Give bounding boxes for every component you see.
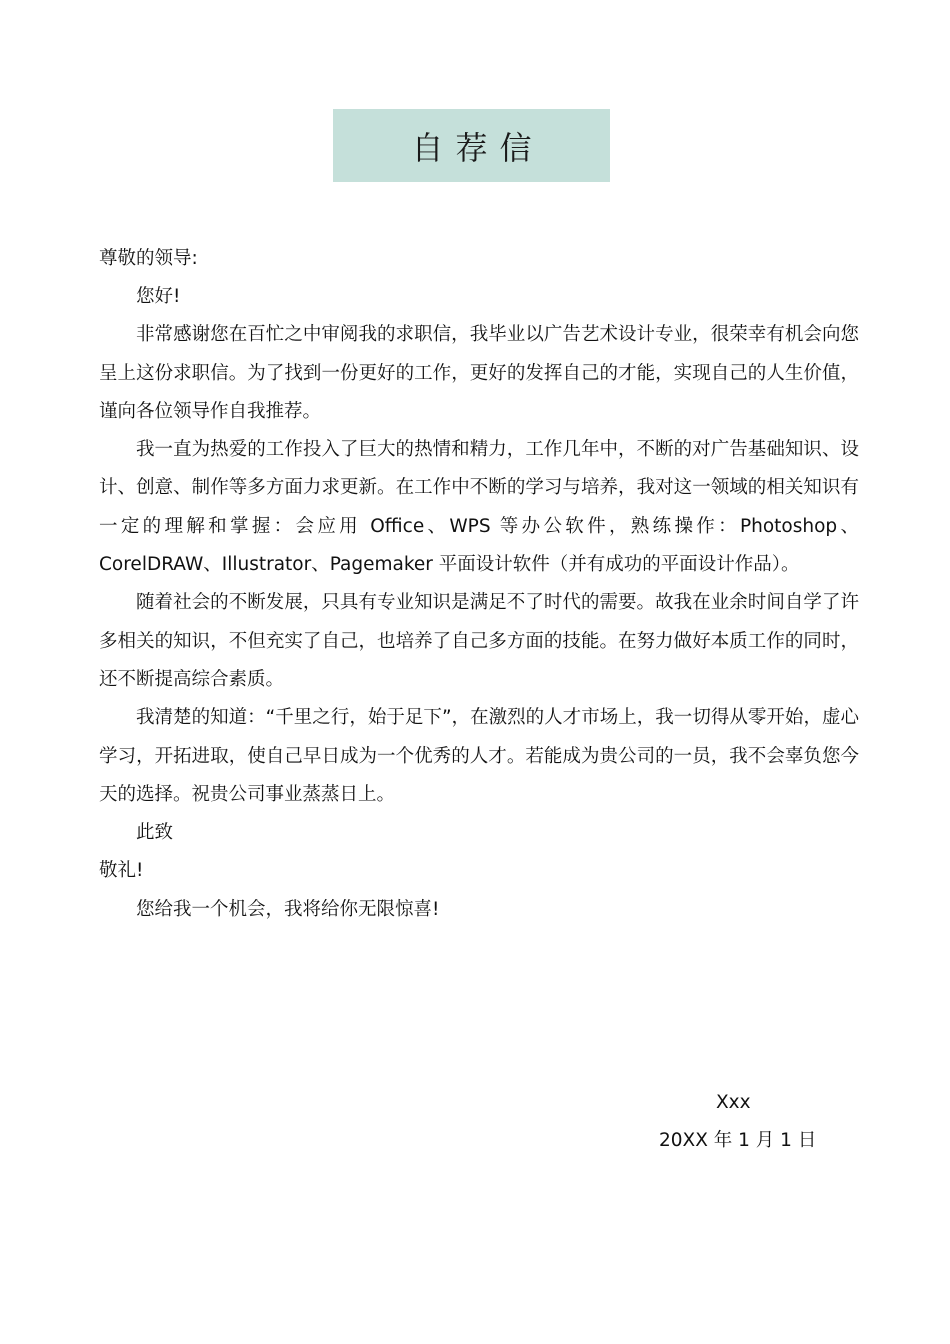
salutation: 尊敬的领导: — [99, 248, 198, 269]
paragraph-3: 随着社会的不断发展，只具有专业知识是满足不了时代的需要。故我在业余时间自学了许多相关的知识，不但充实了自己，也培养了自己多方面的技能。在努力做好本质工作的同时，还不断提高综合素质。 — [99, 592, 859, 690]
paragraph-1: 非常感谢您在百忙之中审阅我的求职信，我毕业以广告艺术设计专业，很荣幸有机会向您呈上这份求职信。为了找到一份更好的工作，更好的发挥自己的才能，实现自己的人生价值，谨向各位领导作自我推荐。 — [99, 324, 859, 422]
title-banner — [333, 109, 610, 182]
greeting: 您好! — [136, 286, 181, 307]
page-title: 自荐信 — [411, 128, 544, 167]
signature-date: 20XX 年 1 月 1 日 — [659, 1130, 817, 1151]
letter-body — [99, 278, 859, 929]
closing-remark: 您给我一个机会，我将给你无限惊喜! — [136, 898, 440, 920]
paragraph-4: 我清楚的知道：“千里之行，始于足下”，在激烈的人才市场上，我一切得从零开始，虚心学习，开拓进取，使自己早日成为一个优秀的人才。若能成为贵公司的一员，我不会辜负您今天的选择。祝贵公司事业蒸蒸日上。 — [99, 707, 859, 805]
signature-name: Xxx — [716, 1092, 751, 1113]
paragraph-2: 我一直为热爱的工作投入了巨大的热情和精力，工作几年中，不断的对广告基础知识、设计、创意、制作等多方面力求更新。在工作中不断的学习与培养，我对这一领域的相关知识有一定的理解和掌握：会应用 Office、WPS 等办公软件，熟练操作：Photoshop、CorelDRAW、Illustrator、Pagemaker 平面设计软件（并有成功的平面设计作品）。 — [99, 439, 859, 576]
closing-jingli: 敬礼! — [99, 860, 144, 882]
closing-cizhi: 此致 — [136, 822, 174, 844]
